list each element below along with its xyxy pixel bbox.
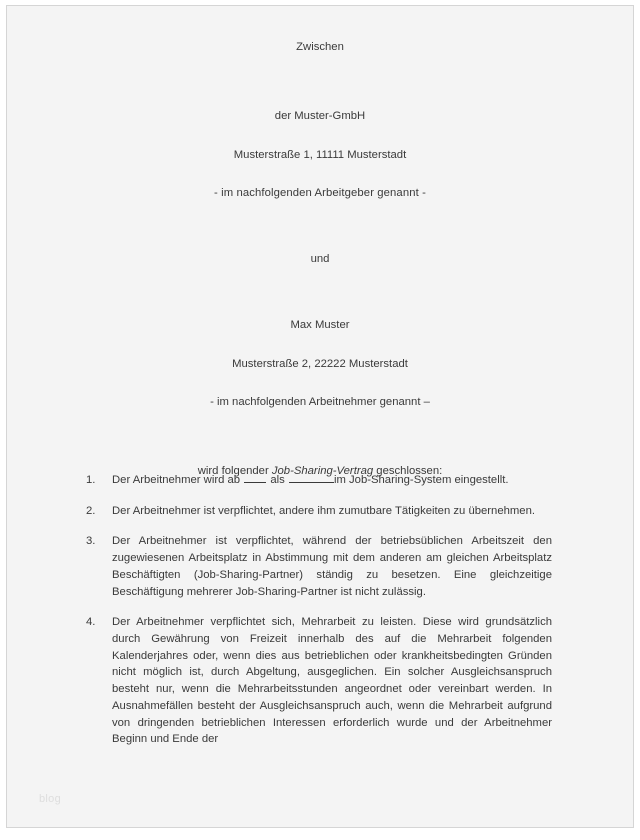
clause-number: 4. xyxy=(86,616,96,629)
contract-declaration-suffix: geschlossen: xyxy=(373,465,443,477)
employee-name: Max Muster xyxy=(290,319,350,332)
employee-designation: - im nachfolgenden Arbeitnehmer genannt – xyxy=(210,395,430,408)
fill-in-blank-role[interactable] xyxy=(289,473,334,483)
clause-text-part: Der Arbeitnehmer wird ab xyxy=(112,474,244,486)
contract-type: Job-Sharing-Vertrag xyxy=(271,465,374,477)
clause-text xyxy=(112,472,552,489)
clause-item xyxy=(86,472,552,489)
clause-text-part: im Job-Sharing-System eingestellt. xyxy=(333,474,509,486)
clause-number: 2. xyxy=(86,504,96,517)
contract-declaration-prefix: wird folgender xyxy=(197,465,272,477)
clause-text: Der Arbeitnehmer verpflichtet sich, Mehrarbeit zu leisten. Diese wird grundsätzlich durch Gewährung von Freizeit innerhalb des auf die Mehrarbeit folgenden Kalenderjahres oder, wenn dies aus betrieblichen oder krankheitsbedingten Gründen nicht möglich ist, durch Abgeltung, ausgeglichen. Ein solcher Ausgleichsanspruch besteht nur, wenn die Mehrarbeitsstunden angeordnet oder vereinbart werden. In Ausnahmefällen besteht der Ausgleichsanspruch auch, wenn die Mehrarbeit aufgrund von dringenden betrieblichen Interessen erforderlich wurde und der Arbeitnehmer Beginn und Ende der xyxy=(112,616,552,746)
clause-text: Der Arbeitnehmer ist verpflichtet, andere ihm zumutbare Tätigkeiten zu übernehmen. xyxy=(112,504,536,517)
blog-watermark: blog xyxy=(39,793,61,805)
clause-item xyxy=(86,503,552,520)
preamble-intro: Zwischen xyxy=(296,41,344,53)
preamble-conjunction: und xyxy=(310,253,330,265)
clause-list xyxy=(86,472,552,762)
clause-item xyxy=(86,533,552,600)
employer-designation: - im nachfolgenden Arbeitgeber genannt - xyxy=(214,186,426,199)
document-page xyxy=(6,5,634,828)
clause-text: Der Arbeitnehmer ist verpflichtet, während der betriebsüblichen Arbeitszeit den zugewiesenen Arbeitsplatz in Abstimmung mit dem anderen am gleichen Arbeitsplatz Beschäftigten (Job-Sharing-Partner) ständig zu besetzen. Eine gleichzeitige Beschäftigung mehrerer Job-Sharing-Partner ist nicht zulässig. xyxy=(112,535,552,598)
employer-name: der Muster-GmbH xyxy=(274,110,366,123)
clause-number: 3. xyxy=(86,535,96,548)
clause-item xyxy=(86,614,552,748)
employee-address: Musterstraße 2, 22222 Musterstadt xyxy=(232,357,408,370)
employer-address: Musterstraße 1, 11111 Musterstadt xyxy=(233,148,407,161)
clause-text-part: als xyxy=(267,474,288,486)
fill-in-blank-date[interactable] xyxy=(244,473,266,483)
clause-number: 1. xyxy=(86,474,96,486)
